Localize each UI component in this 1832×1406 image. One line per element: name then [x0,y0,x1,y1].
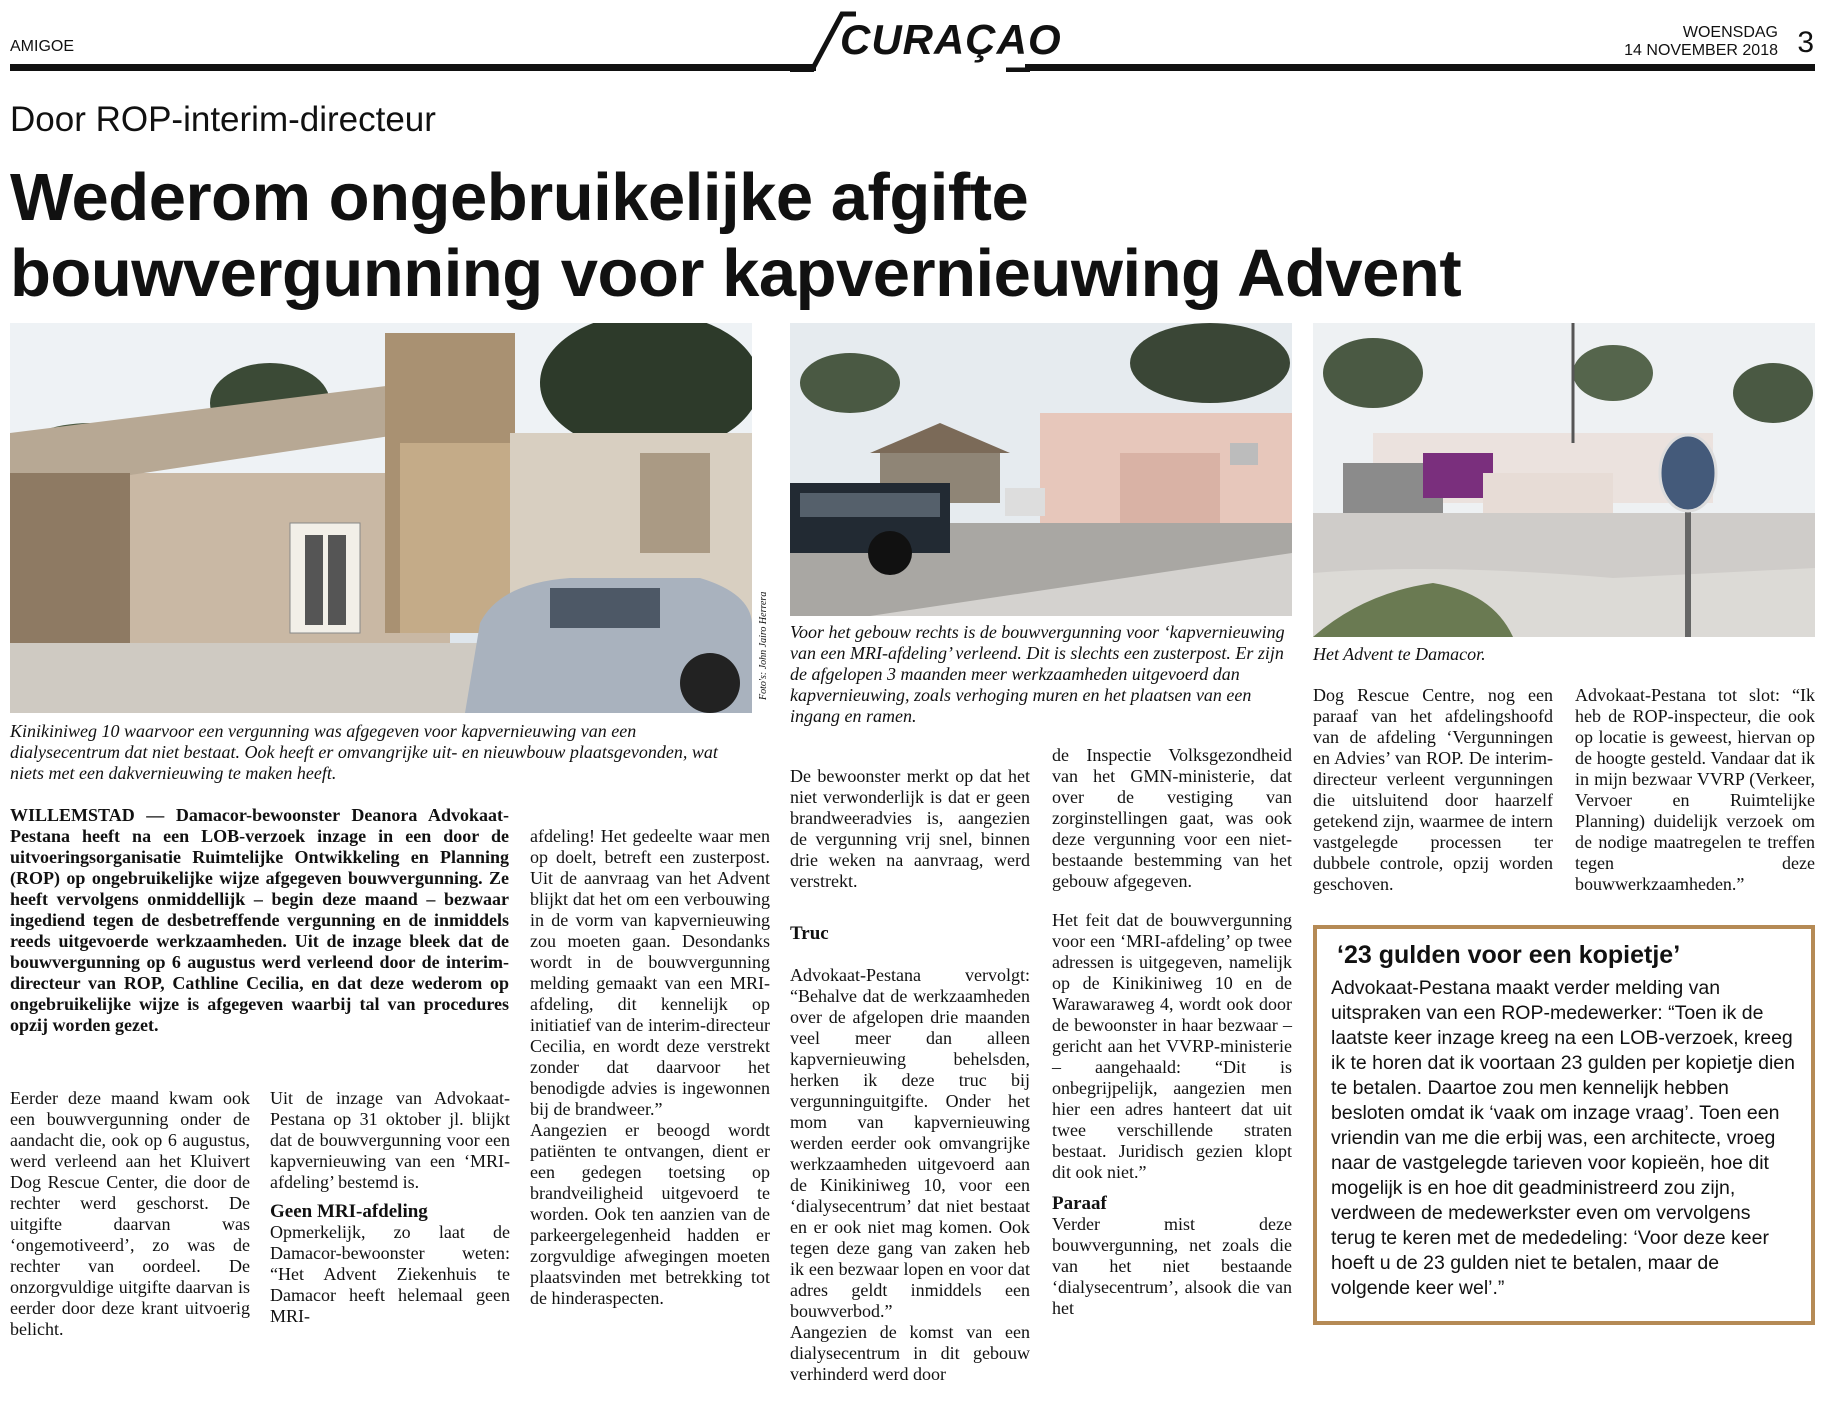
headline [10,160,1810,312]
body-paragraph: Eerder deze maand kwam ook een bouwvergunning onder de aandacht die, ook op 6 augustus, werd verleend aan het Kluivert Dog Rescue Center, die door de rechter werd geschorst. De uitgifte daarvan was ‘ongemotiveerd’, zo was de rechter van oordeel. De onzorgvuldige uitgifte daarvan is eerder door deze krant uitvoerig belicht. [10,1088,250,1339]
photo2-caption: Voor het gebouw rechts is de bouwvergunning voor ‘kapvernieuwing van een MRI-afdeling’ verleend. Dit is slechts een zusterpost. Er zijn de afgelopen 3 maanden meer werkzaamheden uitgevoerd dan kapvernieuwing, zoals verhoging muren en het plaatsen van een ingang en ramen. [790,622,1285,726]
photo-mri-afdeling [790,323,1292,616]
sidebar-title: ‘23 gulden voor een kopietje’ [1337,941,1681,969]
photo-kinikiniweg [10,323,752,713]
page-number: 3 [1797,26,1814,59]
subhead-paraaf: Paraaf [1052,1193,1107,1214]
body-paragraph: De bewoonster merkt op dat het niet verwonderlijk is dat er geen brandweeradvies is, aangezien de vergunning vrij snel, binnen drie weken na aanvraag, werd verstrekt. [790,766,1030,891]
body-paragraph: Het feit dat de bouwvergunning voor een ‘MRI-afdeling’ op twee adressen is uitgegeven, namelijk op de Kinikiniweg 10 en de Warawaraweg 4, wordt ook door de bewoonster in haar bezwaar – gericht aan het VVRP-ministerie – aangehaald: “Dit is onbegrijpelijk, aangezien men hier een adres hanteert dat uit twee verschillende straten bestaat. Juridisch gezien klopt dit ook niet.” [1052,910,1292,1182]
headline-line-2: bouwvergunning voor kapvernieuwing Advent [10,236,1462,311]
masthead-rule-left [10,64,816,71]
masthead-rule-right [1025,64,1815,71]
subhead-geen-mri: Geen MRI-afdeling [270,1201,428,1222]
issue-date [1624,24,1778,60]
body-column-2 [270,1088,510,1327]
photo-credit: Foto's: John Jairo Herrera [758,591,769,700]
kicker: Door ROP-interim-directeur [10,100,436,139]
body-paragraph: afdeling! Het gedeelte waar men op doelt, betreft een zusterpost. Uit de aanvraag van het Advent blijkt dat het om een verbouwing in de vorm van kapvernieuwing zou moeten gaan. Desondanks wordt in de bouwvergunning melding gemaakt van een MRI-afdeling, dit kennelijk op initiatief van de interim-directeur Cecilia, en wordt deze verstrekt zonder dat daarvoor het benodigde advies is ingewonnen bij de brandweer.” Aangezien er beoogd wordt patiënten te ontvangen, dient er een gedegen toetsing op brandveiligheid uitgevoerd te worden. Ook ten aanzien van de parkeergelegenheid hadden er zorgvuldige afwegingen moeten plaatsvinden met betrekking tot de hinderaspecten. [530,826,770,1308]
section-name: CURAÇAO [840,16,1062,63]
body-paragraph: Advokaat-Pestana vervolgt: “Behalve dat de werkzaamheden over de afgelopen drie maanden veel meer dan alleen kapvernieuwing behelsden, herken ik deze truc bij vergunninguitgifte. Onder het mom van kapvernieuwing werden eerder ook omvangrijke werkzaamheden uitgevoerd aan de Kinikiniweg 10, voor een ‘dialysecentrum’ dat niet bestaat en er ook niet mag komen. Ook tegen deze gang van zaken heb ik een bezwaar lopen en voor dat adres geldt inmiddels een bouwverbod.” Aangezien de komst van een dialysecentrum in dit gebouw verhinderd werd door [790,965,1030,1384]
section-logo [790,8,1060,68]
body-paragraph: Advokaat-Pestana tot slot: “Ik heb de ROP-inspecteur, die ook op locatie is geweest, hiervan op de hoogte gesteld. Vandaar dat ik in mijn bezwaar VVRP (Verkeer, Vervoer en Ruimtelijke Planning) duidelijk verzoek om de nodige maatregelen te treffen tegen deze bouwwerkzaamheden.” [1575,685,1815,894]
body-paragraph: Dog Rescue Centre, nog een paraaf van het afdelingshoofd van de afdeling ‘Vergunningen en Advies’ van ROP. De interim-directeur verleent vergunningen die uitsluitend door haarzelf getekend zijn, waarmee de intern vastgelegde processen ter dubbele controle, opzij worden geschoven. [1313,685,1553,894]
body-column-6 [1313,685,1553,895]
body-column-4 [790,745,1030,1406]
sidebar-box [1313,925,1815,1325]
body-column-5 [1052,745,1292,1319]
sidebar-text: Advokaat-Pestana maakt verder melding van uitspraken van een ROP-medewerker: “Toen ik de laatste keer inzage kreeg na een LOB-verzoek, kreeg ik te horen dat ik voortaan 23 gulden per kopietje dien te betalen. Daartoe zou men kennelijk hebben besloten omdat ik ‘vaak om inzage vraag’. Toen een vriendin van me die erbij was, een architecte, vroeg naar de vastgelegde tarieven voor kopieën, hoe dit mogelijk is en hoe dit geadministreerd zou zijn, verdween de medewerkster even om vervolgens terug te keren met de mededeling: ‘Voor deze keer hoeft u de 23 gulden niet te betalen, maar de volgende keer wel’.” [1331,977,1795,1299]
body-paragraph: de Inspectie Volksgezondheid van het GMN-ministerie, dat over de vestiging van zorginstellingen gaat, was ook deze vergunning voor een niet-bestaande bestemming van het gebouw afgegeven. [1052,745,1292,891]
body-paragraph: Opmerkelijk, zo laat de Damacor-bewoonster weten: “Het Advent Ziekenhuis te Damacor heeft helemaal geen MRI- [270,1222,510,1326]
body-paragraph: Uit de inzage van Advokaat-Pestana op 31 oktober jl. blijkt dat de bouwvergunning voor een kapvernieuwing van een ‘MRI-afdeling’ bestemd is. [270,1088,510,1192]
issue-day: WOENSDAG [1682,24,1778,41]
photo1-caption: Kinikiniweg 10 waarvoor een vergunning was afgegeven voor kapvernieuwing van een dialysecentrum dat niet bestaat. Ook heeft er omvangrijke uit- en nieuwbouw plaatsgevonden, wat niets met een dakvernieuwing te maken heeft. [10,721,718,783]
body-column-7 [1575,685,1815,895]
body-column-1 [10,1088,250,1340]
headline-line-1: Wederom ongebruikelijke afgifte [10,160,1029,235]
lead-paragraph: WILLEMSTAD — Damacor-bewoonster Deanora Advokaat-Pestana heeft na een LOB-verzoek inzage in een door de uitvoeringsorganisatie Ruimtelijke Ontwikkeling en Planning (ROP) op ongebruikelijke wijze afgegeven bouwvergunning. Ze heeft vervolgens onmiddellijk – begin deze maand – bezwaar ingediend tegen de desbetreffende vergunning en de inmiddels reeds uitgevoerde werkzaamheden. Uit de inzage bleek dat de bouwvergunning op 6 augustus werd verleend door de interim-directeur van ROP, Cathline Cecilia, en dat deze wederom op ongebruikelijke wijze is afgegeven waarbij tal van procedures opzij worden gezet. [10,805,509,1035]
paper-name: AMIGOE [10,38,75,55]
body-paragraph: Verder mist deze bouwvergunning, net zoals die van het niet bestaande ‘dialysecentrum’, alsook die van het [1052,1214,1292,1318]
issue-date-text: 14 NOVEMBER 2018 [1624,42,1778,59]
subhead-truc: Truc [790,923,829,944]
body-column-3 [530,805,770,1330]
photo-advent [1313,323,1815,637]
photo3-caption: Het Advent te Damacor. [1313,644,1486,664]
